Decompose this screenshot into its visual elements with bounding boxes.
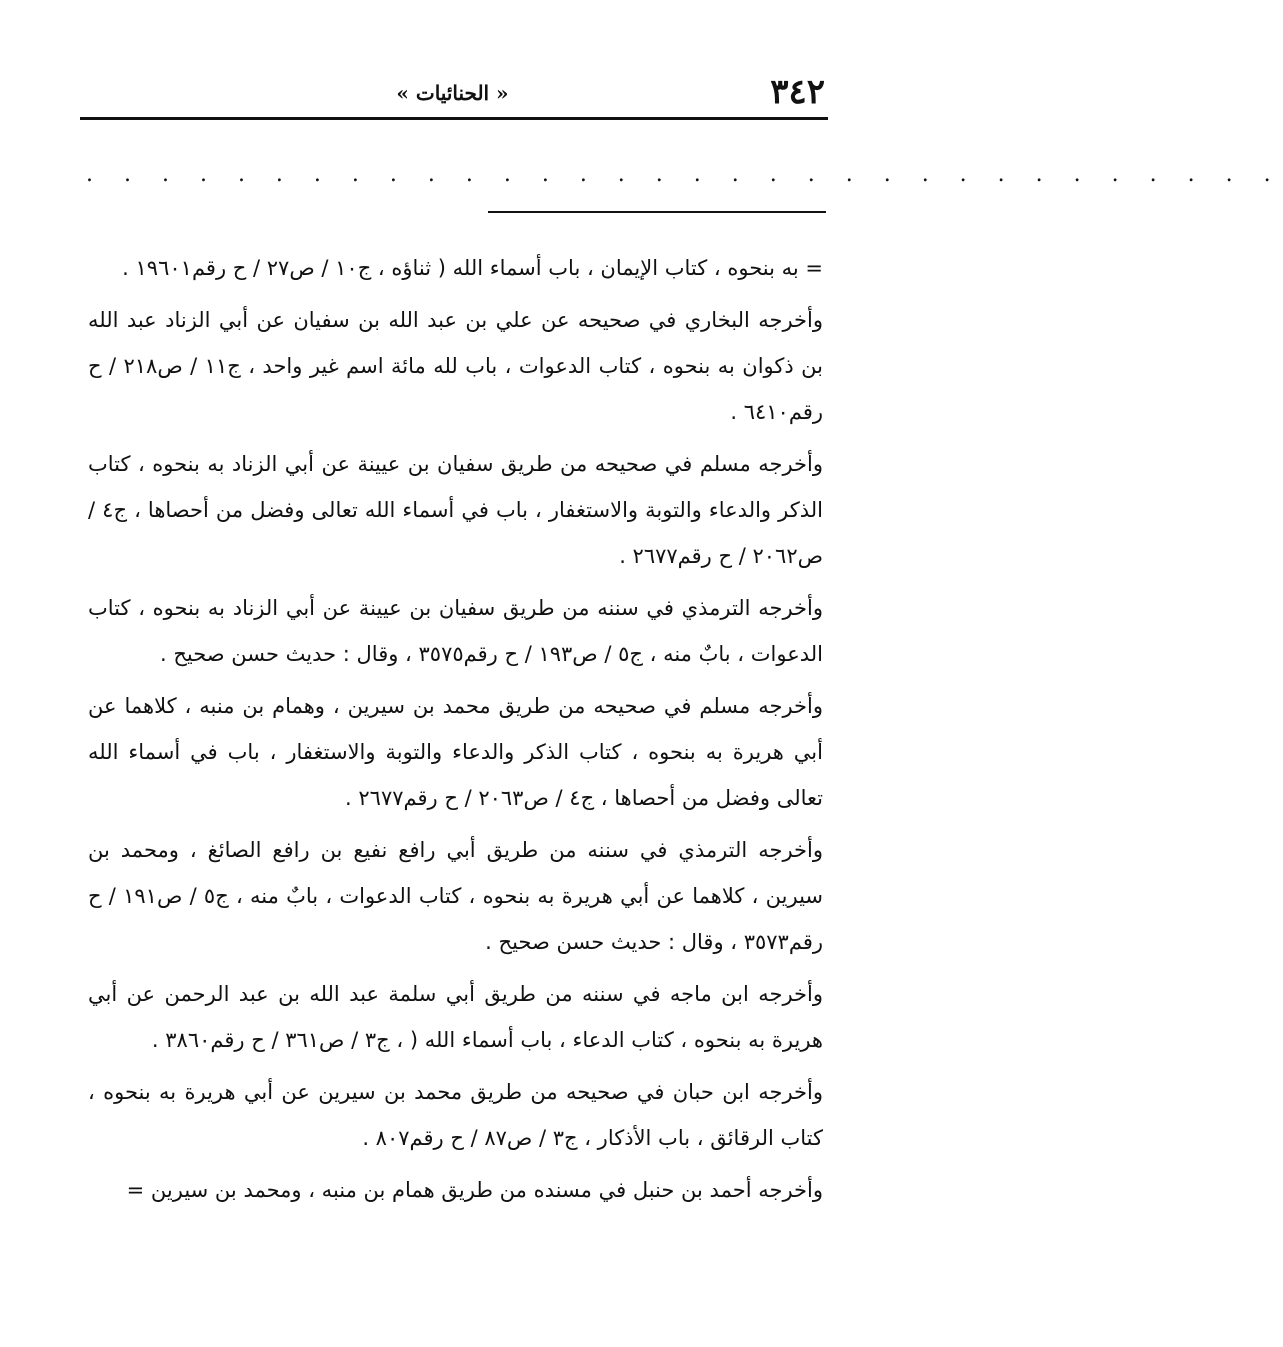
separator-dots: . . . . . . . . . . . . . . . . . . . . . . . . . . . . . . . . <box>86 162 1283 187</box>
running-title: « الحنائيات » <box>396 81 509 105</box>
footnote-paragraph: وأخرجه مسلم في صحيحه من طريق سفيان بن عيينة عن أبي الزناد به بنحوه ، كتاب الذكر والدعاء والتوبة والاستغفار ، باب في أسماء الله تعالى وفضل من أحصاها ، ج٤ / ص٢٠٦٢ / ح رقم٢٦٧٧ . <box>88 452 823 568</box>
footnote-paragraph: وأخرجه البخاري في صحيحه عن علي بن عبد الله بن سفيان عن أبي الزناد عبد الله بن ذكوان به بنحوه ، كتاب الدعوات ، باب لله مائة اسم غير واحد ، ج١١ / ص٢١٨ / ح رقم٦٤١٠ . <box>88 308 823 424</box>
footnote-paragraph: وأخرجه أحمد بن حنبل في مسنده من طريق همام بن منبه ، ومحمد بن سيرين = <box>126 1178 823 1202</box>
page-header <box>80 70 825 118</box>
header-rule <box>80 117 828 120</box>
footnote-paragraph: وأخرجه مسلم في صحيحه من طريق محمد بن سيرين ، وهمام بن منبه ، كلاهما عن أبي هريرة به بنحوه ، كتاب الذكر والدعاء والتوبة والاستغفار ، باب في أسماء الله تعالى وفضل من أحصاها ، ج٤ / ص٢٠٦٣ / ح رقم٢٦٧٧ . <box>88 694 823 810</box>
footnote-paragraph: وأخرجه ابن ماجه في سننه من طريق أبي سلمة عبد الله بن عبد الرحمن عن أبي هريرة به بنحوه ، كتاب الدعاء ، باب أسماء الله ( ، ج٣ / ص٣٦١ / ح رقم٣٨٦٠ . <box>88 982 823 1052</box>
page-number: ٣٤٢ <box>770 72 825 112</box>
footnote-paragraph: وأخرجه ابن حبان في صحيحه من طريق محمد بن سيرين عن أبي هريرة به بنحوه ، كتاب الرقائق ، باب الأذكار ، ج٣ / ص٨٧ / ح رقم٨٠٧ . <box>88 1080 823 1150</box>
footnote-paragraph: وأخرجه الترمذي في سننه من طريق سفيان بن عيينة عن أبي الزناد به بنحوه ، كتاب الدعوات ، بابٌ منه ، ج٥ / ص١٩٣ / ح رقم٣٥٧٥ ، وقال : حديث حسن صحيح . <box>88 596 823 666</box>
footnote-paragraph: وأخرجه الترمذي في سننه من طريق أبي رافع نفيع بن رافع الصائغ ، ومحمد بن سيرين ، كلاهما عن أبي هريرة به بنحوه ، كتاب الدعوات ، بابٌ منه ، ج٥ / ص١٩١ / ح رقم٣٥٧٣ ، وقال : حديث حسن صحيح . <box>88 838 823 954</box>
footnotes <box>88 245 823 1219</box>
footnote-rule <box>488 211 826 213</box>
footnote-paragraph: = به بنحوه ، كتاب الإيمان ، باب أسماء الله ( ثناؤه ، ج١٠ / ص٢٧ / ح رقم١٩٦٠١ . <box>122 256 823 280</box>
